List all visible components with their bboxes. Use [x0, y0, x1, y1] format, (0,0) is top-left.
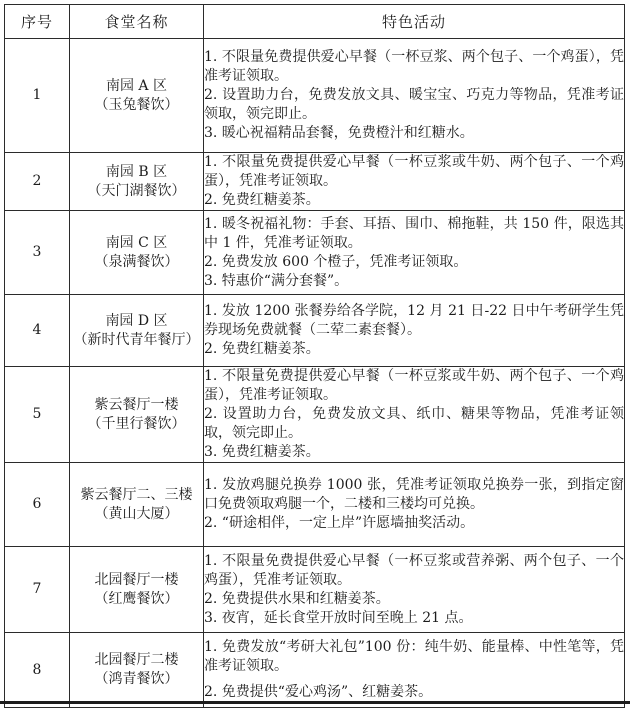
header-canteen-name: 食堂名称: [70, 5, 204, 39]
canteen-name-line: 北园餐厅二楼: [94, 652, 179, 668]
row-serial-number: 8: [5, 633, 70, 708]
activity-item: 1. 不限量免费提供爱心早餐（一杯豆浆或营养粥、两个包子、一个鸡蛋），凭准考证领取。: [204, 552, 624, 588]
table-row: [5, 633, 625, 708]
canteen-name-line: （泉满餐饮）: [94, 253, 179, 270]
special-activities: [204, 547, 625, 633]
activity-item: 1. 发放 1200 张餐券给各学院，12 月 21 日-22 日中午考研学生凭券现场免费就餐（二荤二素套餐）。: [204, 303, 624, 338]
row-serial-number: 2: [5, 153, 70, 211]
canteen-name-line: 紫云餐厅一楼: [94, 396, 179, 413]
activity-item: 1. 暖冬祝福礼物：手套、耳捂、围巾、棉拖鞋，共 150 件，限选其中 1 件，凭准考证领取。: [204, 215, 624, 251]
activity-item: 2. 设置助力台，免费发放文具、纸巾、糖果等物品，凭准考证领取，领完即止。: [204, 406, 624, 441]
special-activities: [204, 633, 625, 708]
canteen-name-line: （天门湖餐饮）: [87, 182, 186, 199]
header-row: [5, 5, 625, 39]
table-row: [5, 463, 625, 547]
canteen-name: [70, 547, 204, 633]
special-activities: [204, 367, 625, 463]
activity-item: 1. 不限量免费提供爱心早餐（一杯豆浆或牛奶、两个包子、一个鸡蛋），凭准考证领取。: [204, 368, 624, 403]
activity-item: 2. “研途相伴，一定上岸”许愿墙抽奖活动。: [204, 515, 475, 531]
activity-item: 1. 发放鸡腿兑换券 1000 张，凭准考证领取兑换券一张，到指定窗口免费领取鸡腿一个，二楼和三楼均可兑换。: [204, 477, 624, 512]
table-row: [5, 153, 625, 211]
activity-item: 3. 特惠价“满分套餐”。: [204, 272, 349, 289]
canteen-name-line: （千里行餐饮）: [87, 415, 186, 432]
header-serial-number: 序号: [5, 5, 70, 39]
row-serial-number: 5: [5, 367, 70, 463]
activity-item: 2. 免费提供水果和红糖姜茶。: [204, 590, 390, 607]
special-activities: [204, 463, 625, 547]
table-header: [5, 5, 625, 39]
activity-item: 1. 免费发放“考研大礼包”100 份：纯牛奶、能量棒、中性笔等，凭准考证领取。: [204, 639, 624, 674]
row-serial-number: 6: [5, 463, 70, 547]
canteen-name-line: （玉兔餐饮）: [94, 96, 179, 113]
canteen-name: [70, 153, 204, 211]
activity-item: 1. 不限量免费提供爱心早餐（一杯豆浆、两个包子、一个鸡蛋），凭准考证领取。: [204, 49, 624, 84]
canteen-name-line: 北园餐厅一楼: [94, 571, 179, 588]
special-activities: [204, 153, 625, 211]
canteen-name-line: 南园 B 区: [105, 163, 168, 180]
canteen-name-line: （黄山大厦）: [94, 505, 179, 522]
canteen-name: [70, 633, 204, 708]
header-special-activities: 特色活动: [204, 5, 625, 39]
activity-item: 3. 免费红糖姜茶。: [204, 444, 320, 460]
table-row: [5, 547, 625, 633]
activity-item: 2. 免费红糖姜茶。: [204, 192, 320, 208]
special-activities: [204, 211, 625, 295]
activity-item: 2. 设置助力台，免费发放文具、暖宝宝、巧克力等物品，凭准考证领取，领完即止。: [204, 87, 624, 122]
table-row: [5, 39, 625, 153]
canteen-name: [70, 211, 204, 295]
canteen-name: [70, 463, 204, 547]
canteen-name-line: （鸿青餐饮）: [94, 671, 179, 687]
canteen-name-line: （新时代青年餐厅）: [73, 331, 200, 348]
activity-item: 1. 不限量免费提供爱心早餐（一杯豆浆或牛奶、两个包子、一个鸡蛋），凭准考证领取。: [204, 154, 624, 189]
table-row: [5, 295, 625, 367]
canteen-name: [70, 295, 204, 367]
activity-item: 2. 免费发放 600 个橙子，凭准考证领取。: [204, 253, 468, 270]
canteen-name: [70, 39, 204, 153]
row-serial-number: 1: [5, 39, 70, 153]
page-bottom-rule: [0, 701, 630, 704]
activity-item: 2. 免费提供“爱心鸡汤”、红糖姜茶。: [204, 684, 433, 700]
row-serial-number: 4: [5, 295, 70, 367]
row-serial-number: 7: [5, 547, 70, 633]
row-serial-number: 3: [5, 211, 70, 295]
canteen-name: [70, 367, 204, 463]
activity-item: 3. 夜宵，延长食堂开放时间至晚上 21 点。: [204, 609, 473, 626]
canteen-name-line: 南园 D 区: [105, 312, 168, 329]
table-body: [5, 39, 625, 708]
special-activities: [204, 295, 625, 367]
canteen-name-line: 南园 C 区: [105, 234, 168, 251]
activity-item: 3. 暖心祝福精品套餐，免费橙汁和红糖水。: [204, 125, 474, 141]
canteen-name-line: 南园 A 区: [105, 77, 167, 94]
canteen-name-line: （红鹰餐饮）: [94, 590, 179, 607]
canteen-name-line: 紫云餐厅二、三楼: [80, 486, 193, 503]
table-row: [5, 367, 625, 463]
table-row: [5, 211, 625, 295]
activity-item: 2. 免费红糖姜茶。: [204, 341, 320, 357]
canteen-activities-table: [4, 4, 625, 708]
special-activities: [204, 39, 625, 153]
